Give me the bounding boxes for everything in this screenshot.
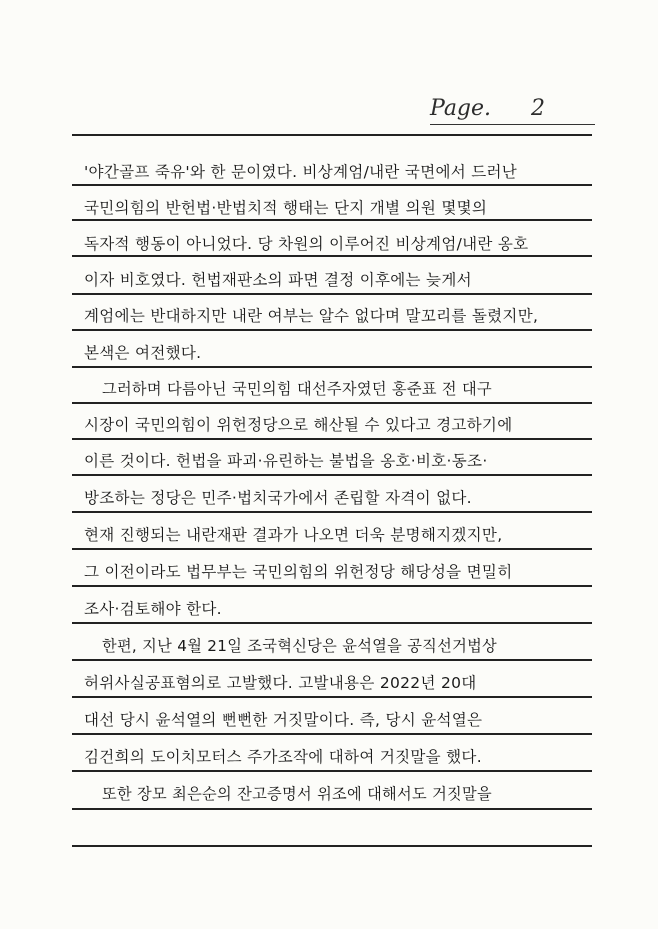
ruled-line [72, 622, 592, 624]
ruled-line [72, 659, 592, 661]
text-line: 그 이전이라도 법무부는 국민의힘의 위헌정당 해당성을 면밀히 [84, 563, 513, 581]
text-line: 방조하는 정당은 민주·법치국가에서 존립할 자격이 없다. [84, 489, 472, 507]
ruled-line [72, 402, 592, 404]
header-underline [430, 124, 595, 125]
text-line: 현재 진행되는 내란재판 결과가 나오면 더욱 분명해지겠지만, [84, 526, 503, 544]
ruled-line [72, 808, 592, 810]
ruled-line [72, 438, 592, 440]
ruled-line [72, 474, 592, 476]
ruled-line [72, 696, 592, 698]
ruled-line [72, 219, 592, 221]
ruled-line [72, 585, 592, 587]
ruled-line [72, 733, 592, 735]
ruled-line [72, 511, 592, 513]
text-line: 이자 비호였다. 헌법재판소의 파면 결정 이후에는 늦게서 [84, 271, 472, 289]
page-header [430, 96, 545, 121]
ruled-line [72, 770, 592, 772]
text-line: 또한 장모 최은순의 잔고증명서 위조에 대해서도 거짓말을 [102, 785, 492, 803]
ruled-line [72, 366, 592, 368]
text-line: 조사·검토해야 한다. [84, 600, 222, 618]
ruled-line [72, 329, 592, 331]
ruled-line [72, 134, 592, 136]
text-line: 한편, 지난 4월 21일 조국혁신당은 윤석열을 공직선거법상 [102, 637, 498, 655]
text-line: 시장이 국민의힘이 위헌정당으로 해산될 수 있다고 경고하기에 [84, 416, 513, 434]
ruled-line [72, 184, 592, 186]
text-line: 대선 당시 윤석열의 뻔뻔한 거짓말이다. 즉, 당시 윤석열은 [84, 711, 483, 729]
ruled-line [72, 845, 592, 847]
text-line: 국민의힘의 반헌법·반법치적 행태는 단지 개별 의원 몇몇의 [84, 199, 488, 217]
text-line: 김건희의 도이치모터스 주가조작에 대하여 거짓말을 했다. [84, 748, 482, 766]
text-line: 그러하며 다름아닌 국민의힘 대선주자였던 홍준표 전 대구 [102, 380, 492, 398]
text-line: 본색은 여전했다. [84, 344, 202, 362]
text-line: 계엄에는 반대하지만 내란 여부는 알수 없다며 말꼬리를 돌렸지만, [84, 307, 539, 325]
text-line: 독자적 행동이 아니었다. 당 차원의 이루어진 비상계엄/내란 옹호 [84, 235, 529, 253]
text-line: '야간골프 죽유'와 한 문이였다. 비상계엄/내란 국면에서 드러난 [84, 163, 518, 181]
ruled-line [72, 293, 592, 295]
page-number: 2 [531, 96, 546, 121]
page-label: Page. [430, 96, 492, 121]
text-line: 허위사실공표혐의로 고발했다. 고발내용은 2022년 20대 [84, 674, 477, 692]
text-line: 이른 것이다. 헌법을 파괴·유린하는 불법을 옹호·비호·동조· [84, 452, 488, 470]
ruled-line [72, 255, 592, 257]
ruled-line [72, 548, 592, 550]
